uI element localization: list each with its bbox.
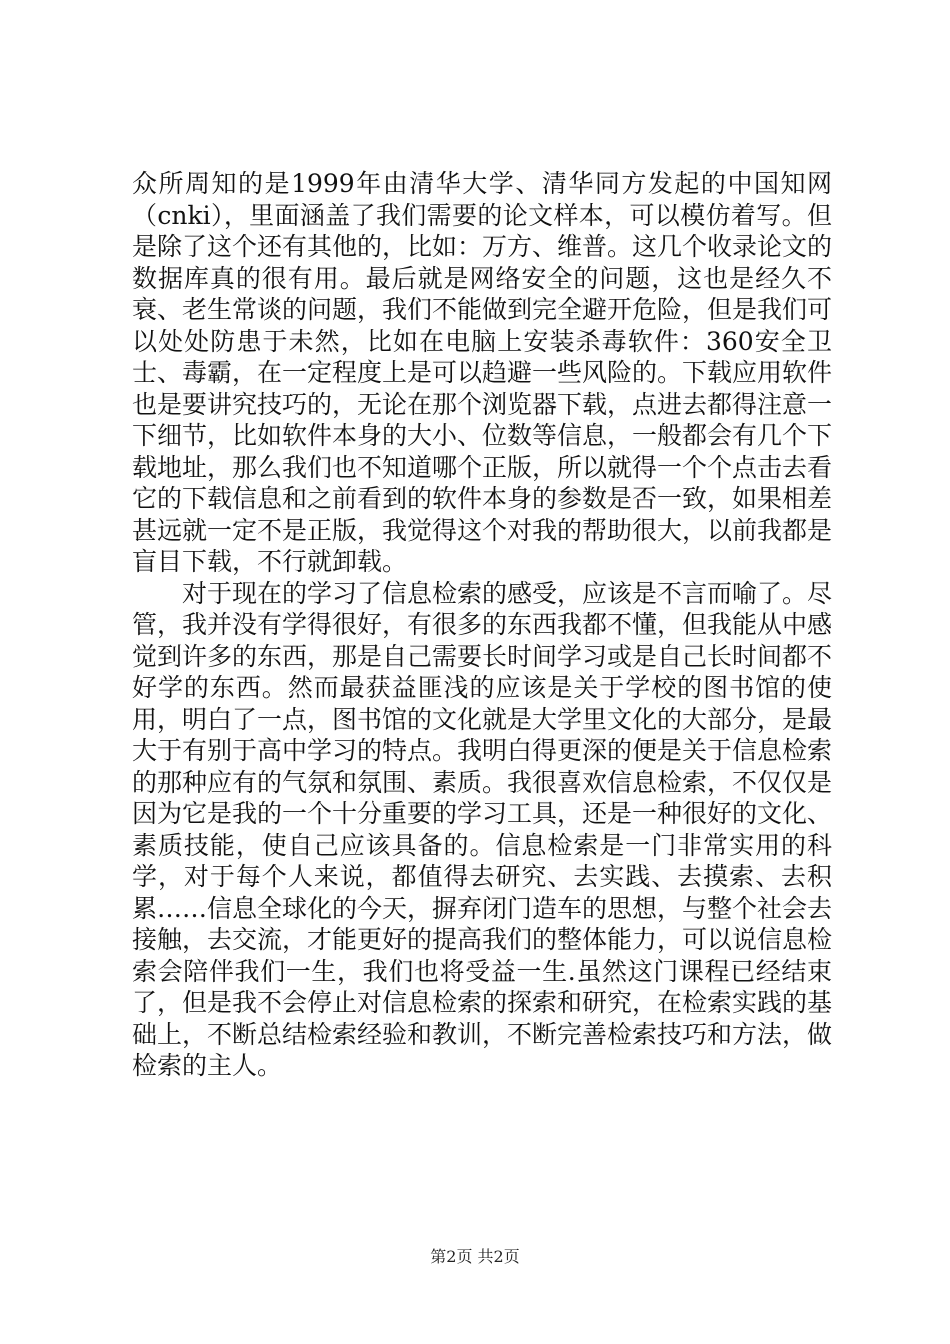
paragraph-1: 众所周知的是1999年由清华大学、清华同方发起的中国知网（cnki），里面涵盖了我们需要的论文样本，可以模仿着写。但是除了这个还有其他的，比如：万方、维普。这几个收录论文的数据库真的很有用。最后就是网络安全的问题，这也是经久不衰、老生常谈的问题，我们不能做到完全避开危险，但是我们可以处处防患于未然，比如在电脑上安装杀毒软件：360安全卫士、毒霸，在一定程度上是可以趋避一些风险的。下载应用软件也是要讲究技巧的，无论在那个浏览器下载，点进去都得注意一下细节，比如软件本身的大小、位数等信息，一般都会有几个下载地址，那么我们也不知道哪个正版，所以就得一个个点击去看它的下载信息和之前看到的软件本身的参数是否一致，如果相差甚远就一定不是正版，我觉得这个对我的帮助很大，以前我都是盲目下载，不行就卸载。	[132, 169, 833, 576]
paragraph-2: 对于现在的学习了信息检索的感受，应该是不言而喻了。尽管，我并没有学得很好，有很多的东西我都不懂，但我能从中感觉到许多的东西，那是自己需要长时间学习或是自己长时间都不好学的东西。然而最获益匪浅的应该是关于学校的图书馆的使用，明白了一点，图书馆的文化就是大学里文化的大部分，是最大于有别于高中学习的特点。我明白得更深的便是关于信息检索的那种应有的气氛和氛围、素质。我很喜欢信息检索，不仅仅是因为它是我的一个十分重要的学习工具，还是一种很好的文化、素质技能，使自己应该具备的。信息检索是一门非常实用的科学，对于每个人来说，都值得去研究、去实践、去摸索、去积累……信息全球化的今天，摒弃闭门造车的思想，与整个社会去接触，去交流，才能更好的提高我们的整体能力，可以说信息检索会陪伴我们一生，我们也将受益一生.虽然这门课程已经结束了，但是我不会停止对信息检索的探索和研究，在检索实践的基础上，不断总结检索经验和教训，不断完善检索技巧和方法，做检索的主人。	[132, 578, 833, 1080]
page-number-footer: 第2页 共2页	[430, 1247, 520, 1266]
document-body	[132, 168, 832, 1082]
